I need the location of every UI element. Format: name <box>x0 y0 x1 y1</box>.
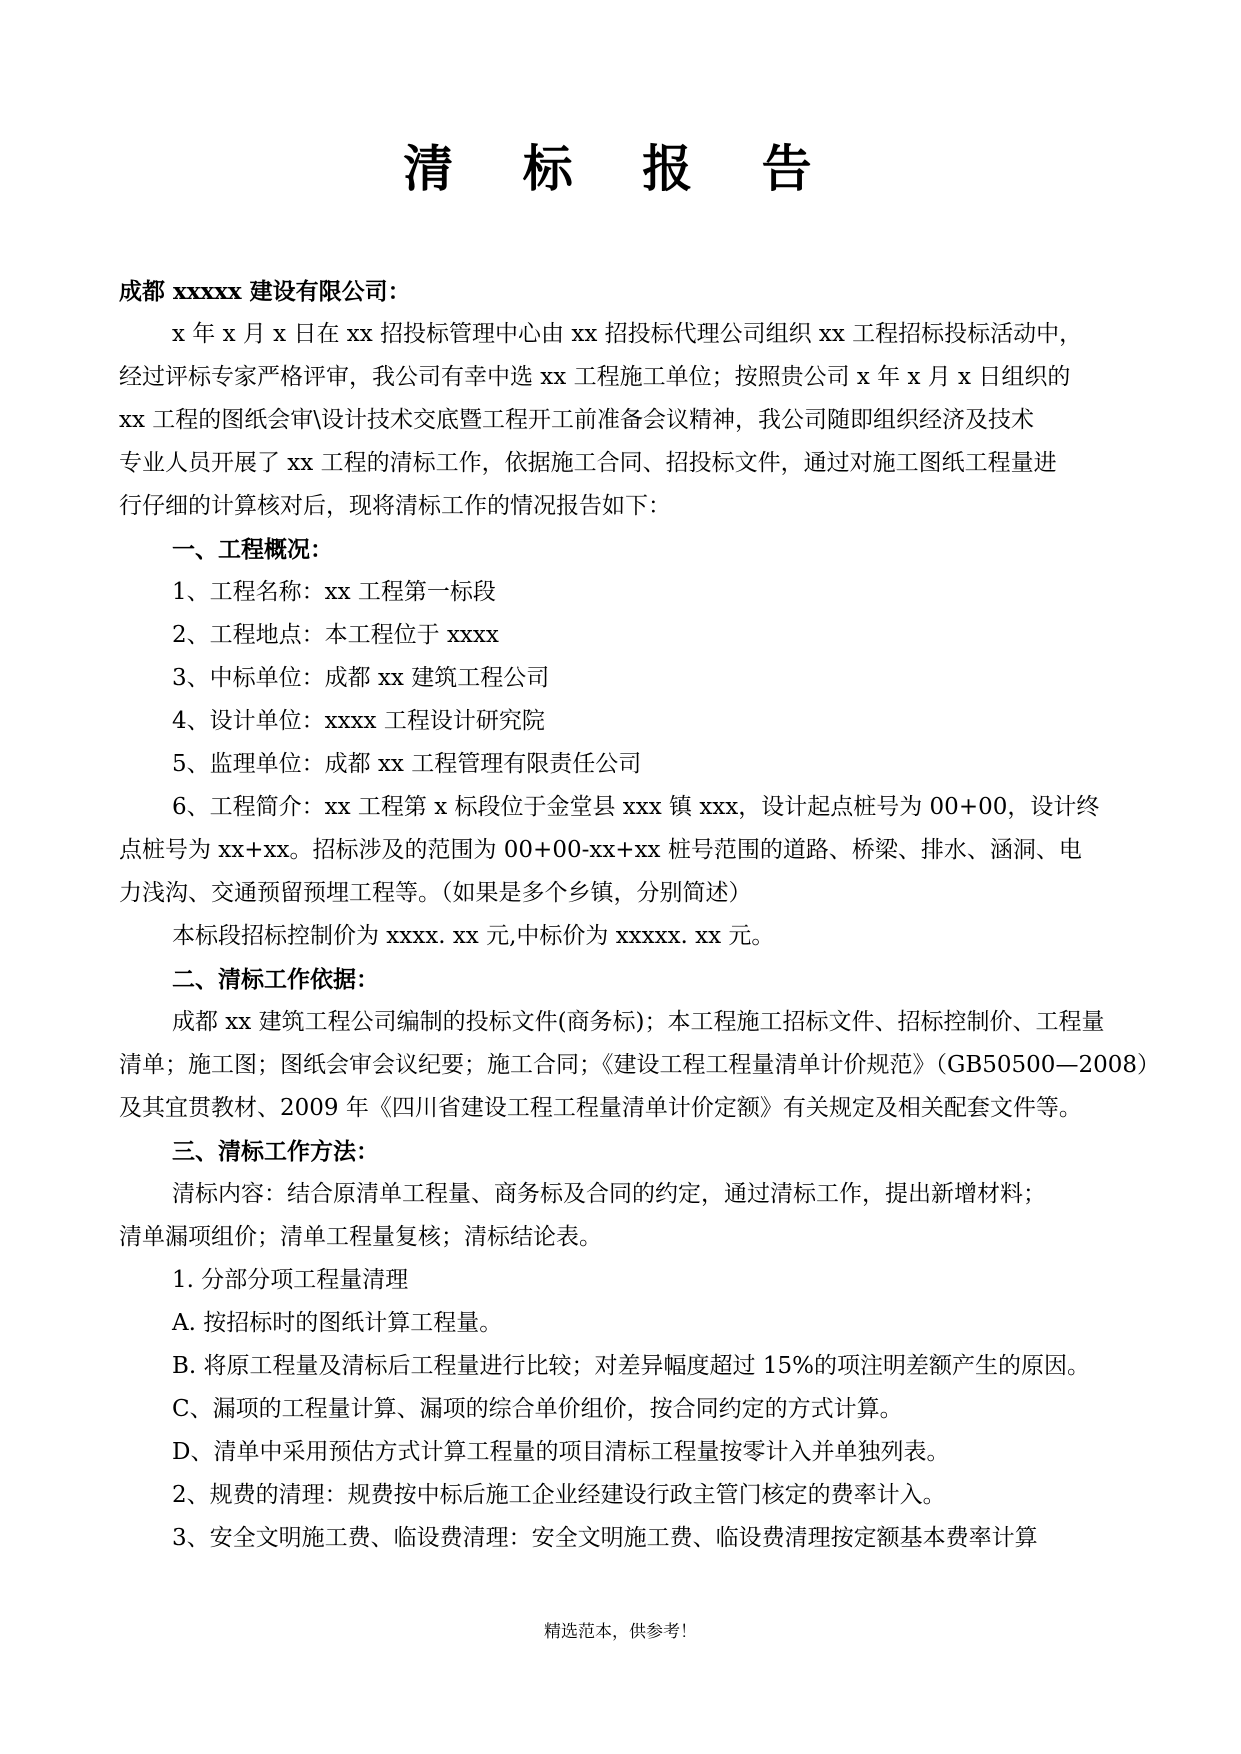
list-item: 2、工程地点：本工程位于 xxxx <box>172 622 499 648</box>
list-item: 1、工程名称：xx 工程第一标段 <box>172 579 496 605</box>
intro-line: 行仔细的计算核对后，现将清标工作的情况报告如下： <box>119 493 671 519</box>
document-body <box>119 270 1179 1560</box>
list-item: C、漏项的工程量计算、漏项的综合单价组价，按合同约定的方式计算。 <box>172 1396 903 1422</box>
list-item: D、清单中采用预估方式计算工程量的项目清标工程量按零计入并单独列表。 <box>172 1439 950 1465</box>
list-item: A. 按招标时的图纸计算工程量。 <box>172 1310 503 1336</box>
list-item: 2、规费的清理：规费按中标后施工企业经建设行政主管门核定的费率计入。 <box>172 1482 946 1508</box>
price-line: 本标段招标控制价为 xxxx. xx 元,中标价为 xxxxx. xx 元。 <box>172 923 775 949</box>
basis-line: 及其宜贯教材、2009 年《四川省建设工程工程量清单计价定额》有关规定及相关配套文件等。 <box>119 1095 1082 1121</box>
list-item: 5、监理单位：成都 xx 工程管理有限责任公司 <box>172 751 642 777</box>
section-heading: 二、清标工作依据： <box>172 966 379 993</box>
profile-line: 力浅沟、交通预留预埋工程等。（如果是多个乡镇，分别简述） <box>119 880 752 906</box>
list-item: 3、中标单位：成都 xx 建筑工程公司 <box>172 665 550 691</box>
list-item: B. 将原工程量及清标后工程量进行比较；对差异幅度超过 15%的项注明差额产生的原因。 <box>172 1353 1090 1379</box>
section-heading: 一、工程概况： <box>172 536 333 563</box>
salutation: 成都 xxxxx 建设有限公司： <box>119 278 411 305</box>
profile-line: 点桩号为 xx+xx。招标涉及的范围为 00+00-xx+xx 桩号范围的道路、桥梁、排水、涵洞、电 <box>119 837 1082 863</box>
page-footer: 精选范本，供参考！ <box>544 1622 697 1642</box>
list-item: 1. 分部分项工程量清理 <box>172 1267 409 1293</box>
basis-line: 清单；施工图；图纸会审会议纪要；施工合同；《建设工程工程量清单计价规范》（GB50500—2008） <box>119 1052 1160 1078</box>
basis-line: 成都 xx 建筑工程公司编制的投标文件(商务标)；本工程施工招标文件、招标控制价、工程量 <box>172 1009 1105 1035</box>
method-line: 清标内容：结合原清单工程量、商务标及合同的约定，通过清标工作，提出新增材料； <box>172 1181 1046 1207</box>
list-item: 4、设计单位：xxxx 工程设计研究院 <box>172 708 545 734</box>
intro-line: 专业人员开展了 xx 工程的清标工作，依据施工合同、招投标文件，通过对施工图纸工程量进 <box>119 450 1057 476</box>
method-line: 清单漏项组价；清单工程量复核；清标结论表。 <box>119 1224 602 1250</box>
intro-line: 经过评标专家严格评审，我公司有幸中选 xx 工程施工单位；按照贵公司 x 年 x 月 x 日组织的 <box>119 364 1071 390</box>
intro-line: xx 工程的图纸会审\设计技术交底暨工程开工前准备会议精神，我公司随即组织经济及技术 <box>119 407 1035 433</box>
intro-line: x 年 x 月 x 日在 xx 招投标管理中心由 xx 招投标代理公司组织 xx 工程招标投标活动中， <box>172 321 1083 347</box>
list-item: 3、安全文明施工费、临设费清理：安全文明施工费、临设费清理按定额基本费率计算 <box>172 1525 1038 1551</box>
page-title: 清 标 报 告 <box>403 140 838 198</box>
section-heading: 三、清标工作方法： <box>172 1138 379 1165</box>
profile-line: 6、工程简介：xx 工程第 x 标段位于金堂县 xxx 镇 xxx，设计起点桩号为 00+00，设计终 <box>172 794 1100 820</box>
